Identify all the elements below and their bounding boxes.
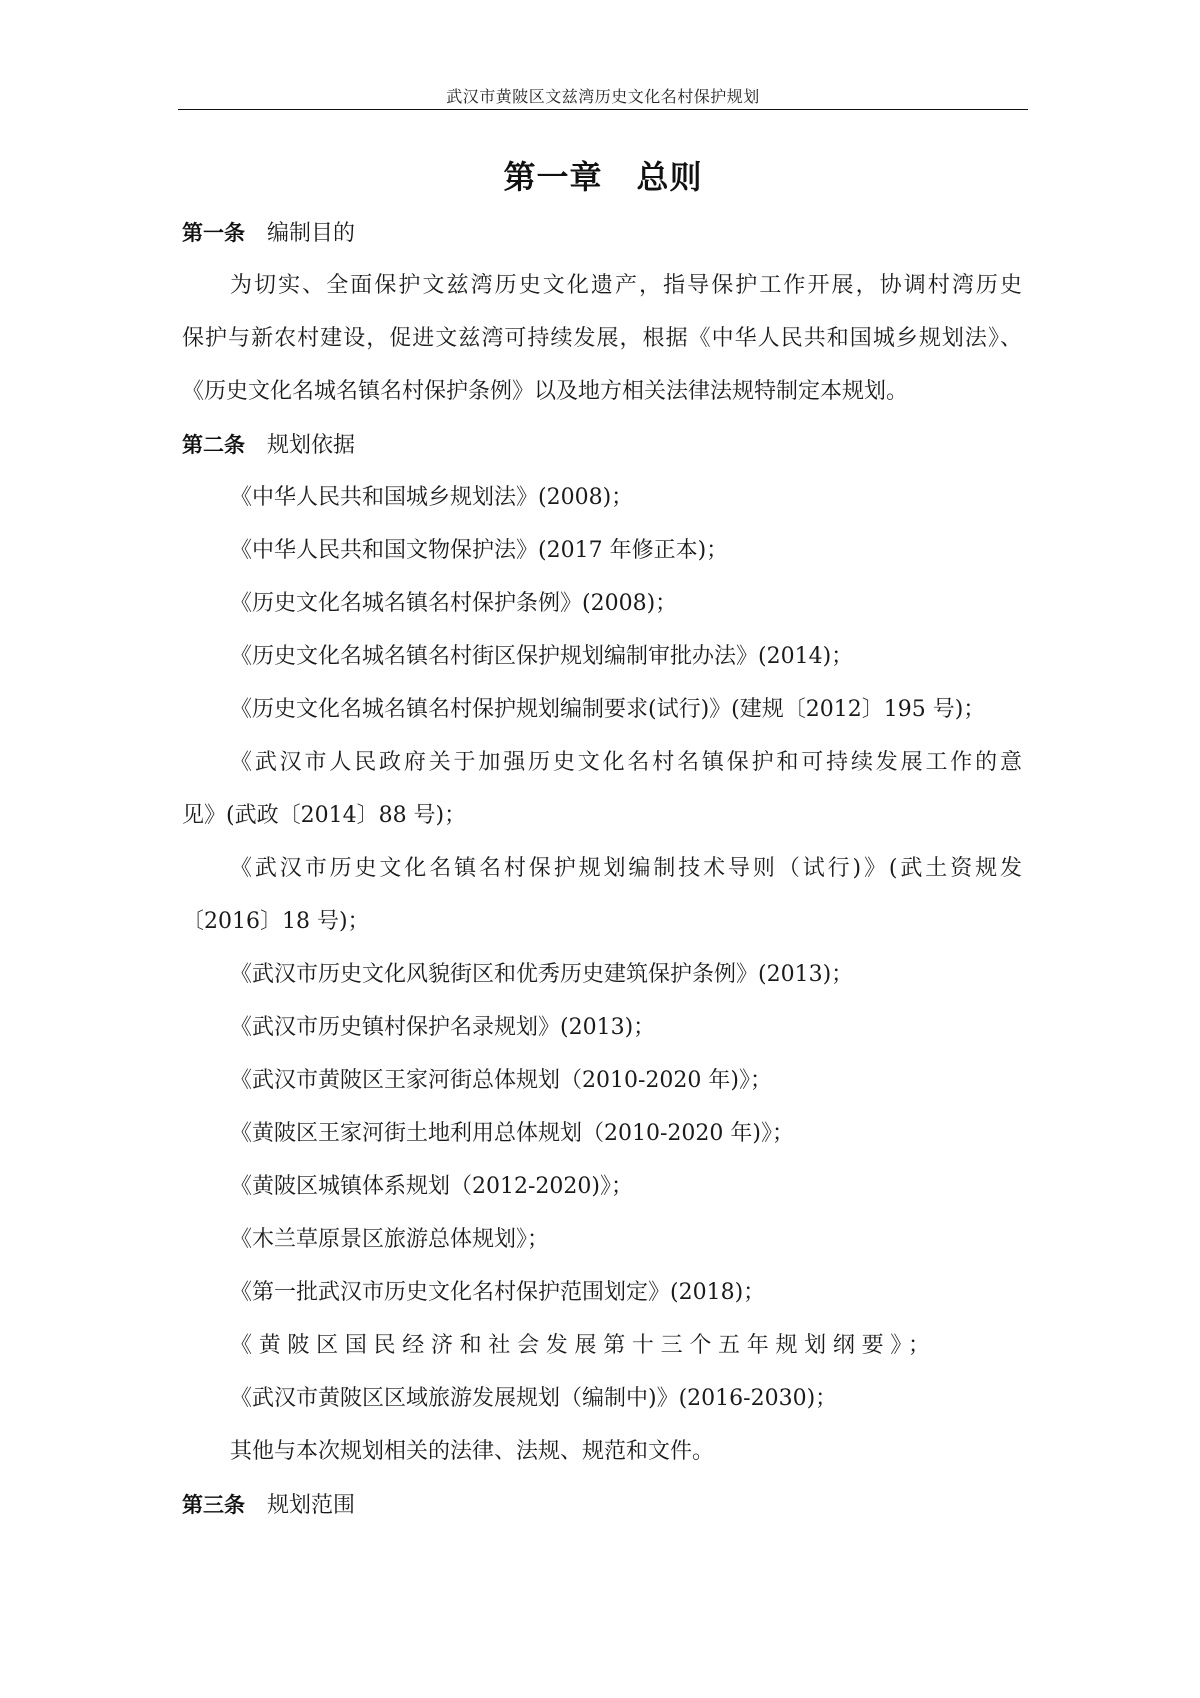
article-title: 规划依据: [267, 433, 356, 458]
article-title: 规划范围: [267, 1493, 356, 1518]
list-item: 《第一批武汉市历史文化名村保护范围划定》(2018)；: [230, 1280, 766, 1305]
chapter-number: 第一章: [503, 158, 603, 196]
list-item: 《中华人民共和国文物保护法》(2017 年修正本)；: [230, 538, 729, 563]
list-item: 《武汉市黄陂区区域旅游发展规划（编制中)》(2016-2030)；: [230, 1386, 838, 1411]
paragraph-line: 为切实、全面保护文兹湾历史文化遗产，指导保护工作开展，协调村湾历史: [230, 273, 1022, 298]
list-item: 《武汉市历史文化风貌街区和优秀历史建筑保护条例》(2013)；: [230, 962, 854, 987]
list-item: 《武汉市黄陂区王家河街总体规划（2010-2020 年)》；: [230, 1068, 772, 1093]
list-item: 《中华人民共和国城乡规划法》(2008)；: [230, 485, 634, 510]
article-number: 第三条: [182, 1493, 245, 1517]
list-item: 《历史文化名城名镇名村街区保护规划编制审批办法》(2014)；: [230, 644, 854, 669]
list-item: 《武汉市历史文化名镇名村保护规划编制技术导则（试行)》(武土资规发: [230, 856, 1022, 881]
list-item: 《历史文化名城名镇名村保护条例》(2008)；: [230, 591, 678, 616]
article-title: 编制目的: [267, 221, 356, 246]
list-item: 《木兰草原景区旅游总体规划》；: [230, 1227, 550, 1252]
article-heading-2: [182, 430, 355, 461]
list-item: 其他与本次规划相关的法律、法规、规范和文件。: [230, 1439, 715, 1464]
list-item: 《历史文化名城名镇名村保护规划编制要求(试行)》(建规〔2012〕195 号)；: [230, 697, 986, 722]
header-rule: [178, 109, 1028, 110]
paragraph-line: 保护与新农村建设，促进文兹湾可持续发展，根据《中华人民共和国城乡规划法》、: [182, 326, 1022, 351]
article-heading-1: [182, 218, 355, 249]
article-heading-3: [182, 1490, 355, 1521]
list-item: 《黄陂区国民经济和社会发展第十三个五年规划纲要》；: [230, 1333, 930, 1358]
list-item-continuation: 见》(武政〔2014〕88 号)；: [182, 803, 467, 828]
chapter-title: [178, 152, 1028, 198]
chapter-name: 总则: [636, 158, 703, 196]
list-item: 《黄陂区王家河街土地利用总体规划（2010-2020 年)》；: [230, 1121, 794, 1146]
list-item-continuation: 〔2016〕18 号)；: [182, 909, 370, 934]
article-number: 第二条: [182, 433, 245, 457]
running-header: 武汉市黄陂区文兹湾历史文化名村保护规划: [446, 87, 760, 106]
list-item: 《武汉市人民政府关于加强历史文化名村名镇保护和可持续发展工作的意: [230, 750, 1022, 775]
list-item: 《武汉市历史镇村保护名录规划》(2013)；: [230, 1015, 656, 1040]
list-item: 《黄陂区城镇体系规划（2012-2020)》；: [230, 1174, 633, 1199]
paragraph-line: 《历史文化名城名镇名村保护条例》以及地方相关法律法规特制定本规划。: [182, 379, 909, 404]
article-number: 第一条: [182, 221, 245, 245]
